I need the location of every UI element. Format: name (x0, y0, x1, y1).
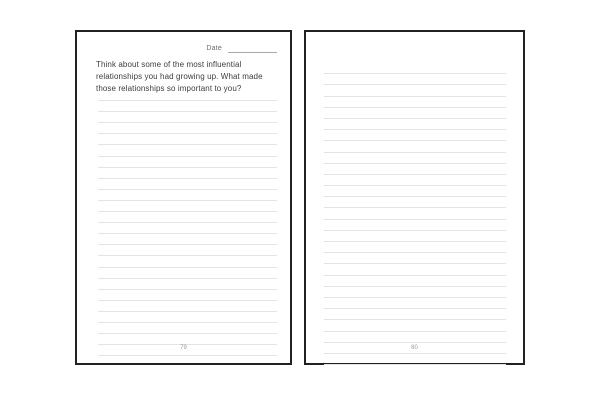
journal-prompt: Think about some of the most influential relationships you had growing up. What made those relationships so important to you? (96, 60, 263, 93)
left-page (75, 30, 292, 365)
ruled-line (324, 253, 506, 264)
date-row (206, 44, 277, 53)
date-line (228, 44, 277, 53)
date-label: Date (206, 45, 222, 52)
ruled-line (324, 74, 506, 85)
ruled-line (98, 179, 277, 190)
ruled-line (324, 332, 506, 343)
ruled-line (98, 223, 277, 234)
ruled-line (98, 190, 277, 201)
ruled-line (98, 334, 277, 345)
ruled-line (324, 153, 506, 164)
ruled-line (98, 312, 277, 323)
ruled-line (98, 301, 277, 312)
ruled-line (98, 245, 277, 256)
ruled-line (98, 256, 277, 267)
ruled-line (324, 309, 506, 320)
page-number-left: 79 (180, 345, 187, 351)
page-number-right: 80 (411, 345, 418, 351)
ruled-line (98, 212, 277, 223)
ruled-line (324, 354, 506, 365)
ruled-line (324, 164, 506, 175)
ruled-line (324, 108, 506, 119)
ruled-line (98, 268, 277, 279)
ruled-line (98, 112, 277, 123)
ruled-line (324, 186, 506, 197)
ruled-line (98, 145, 277, 156)
ruled-line (98, 90, 277, 101)
ruled-line (324, 276, 506, 287)
ruled-line (98, 101, 277, 112)
ruled-line (324, 287, 506, 298)
ruled-line (98, 157, 277, 168)
ruled-line (324, 208, 506, 219)
ruled-line (324, 97, 506, 108)
ruled-line (98, 290, 277, 301)
ruled-line (98, 201, 277, 212)
ruled-lines-right (324, 63, 506, 365)
ruled-line (324, 130, 506, 141)
ruled-line (324, 63, 506, 74)
right-page (304, 30, 525, 365)
ruled-line (324, 242, 506, 253)
ruled-line (98, 168, 277, 179)
ruled-line (324, 298, 506, 309)
ruled-line (98, 123, 277, 134)
ruled-line (324, 220, 506, 231)
ruled-line (324, 175, 506, 186)
ruled-line (324, 231, 506, 242)
ruled-line (324, 141, 506, 152)
ruled-line (324, 197, 506, 208)
ruled-line (98, 323, 277, 334)
ruled-line (324, 119, 506, 130)
ruled-line (324, 320, 506, 331)
ruled-line (98, 134, 277, 145)
ruled-line (324, 264, 506, 275)
ruled-line (324, 85, 506, 96)
ruled-lines-left (98, 90, 277, 356)
ruled-line (98, 279, 277, 290)
ruled-line (98, 234, 277, 245)
